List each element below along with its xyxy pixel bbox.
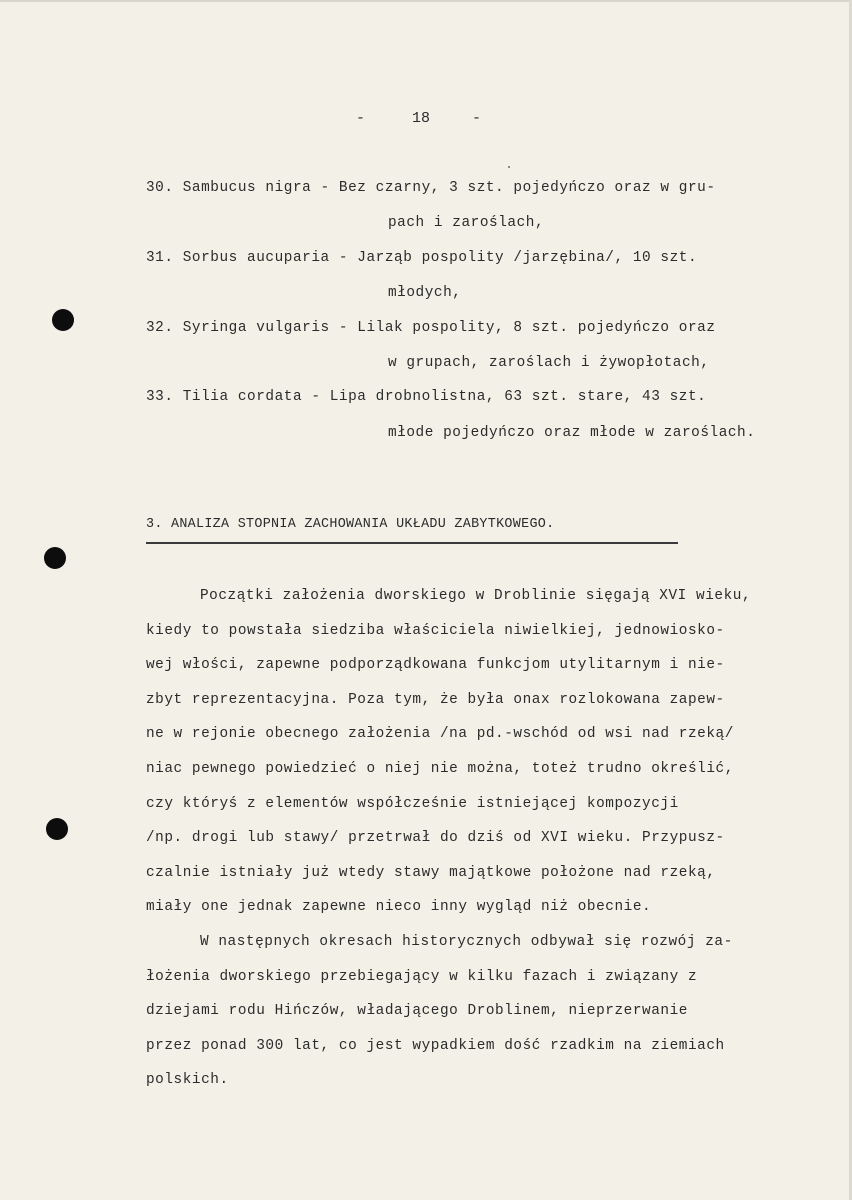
paragraph-1-line-6: niac pewnego powiedzieć o niej nie można, toteż trudno określić,: [146, 761, 734, 777]
species-item-30-cont: pach i zaroślach,: [388, 215, 545, 231]
species-item-32-cont: w grupach, zaroślach i żywopłotach,: [388, 355, 710, 371]
species-item-33-cont: młode pojedyńczo oraz młode w zaroślach.: [388, 425, 756, 441]
punch-hole-1: [52, 309, 74, 331]
paragraph-2-line-2: łożenia dworskiego przebiegający w kilku fazach i związany z: [146, 969, 698, 985]
paragraph-1-line-3: wej włości, zapewne podporządkowana funkcjom utylitarnym i nie-: [146, 657, 725, 673]
paragraph-1-line-2: kiedy to powstała siedziba właściciela niwielkiej, jednowiosko-: [146, 623, 725, 639]
paragraph-1-line-8: /np. drogi lub stawy/ przetrwał do dziś od XVI wieku. Przypusz-: [146, 830, 725, 846]
punch-hole-3: [46, 818, 68, 840]
page-edge-top: [0, 0, 852, 2]
heading-underline: [146, 542, 678, 544]
page-number: 18: [412, 110, 431, 127]
paragraph-1-line-9: czalnie istniały już wtedy stawy majątkowe położone nad rzeką,: [146, 865, 716, 881]
paragraph-2-line-3: dziejami rodu Hińczów, władającego Droblinem, nieprzerwanie: [146, 1003, 688, 1019]
paragraph-1-line-7: czy któryś z elementów współcześnie istniejącej kompozycji: [146, 796, 679, 812]
paragraph-2-line-4: przez ponad 300 lat, co jest wypadkiem dość rzadkim na ziemiach: [146, 1038, 725, 1054]
paragraph-1-line-4: zbyt reprezentacyjna. Poza tym, że była onax rozlokowana zapew-: [146, 692, 725, 708]
paragraph-1-line-10: miały one jednak zapewne nieco inny wygląd niż obecnie.: [146, 899, 652, 915]
paper-speck: [508, 166, 510, 168]
species-item-31-cont: młodych,: [388, 285, 462, 301]
page-number-dash-right: -: [472, 110, 482, 127]
paragraph-2-line-1: W następnych okresach historycznych odbywał się rozwój za-: [200, 934, 733, 950]
page-number-dash-left: -: [356, 110, 366, 127]
species-item-31: 31. Sorbus aucuparia - Jarząb pospolity /jarzębina/, 10 szt.: [146, 250, 698, 266]
paragraph-1-line-5: ne w rejonie obecnego założenia /na pd.-wschód od wsi nad rzeką/: [146, 726, 734, 742]
species-item-32: 32. Syringa vulgaris - Lilak pospolity, 8 szt. pojedyńczo oraz: [146, 320, 716, 336]
paragraph-2-line-5: polskich.: [146, 1072, 229, 1088]
paragraph-1-line-1: Początki założenia dworskiego w Droblinie sięgają XVI wieku,: [200, 588, 752, 604]
section-heading: 3. ANALIZA STOPNIA ZACHOWANIA UKŁADU ZABYTKOWEGO.: [146, 517, 555, 532]
species-item-33: 33. Tilia cordata - Lipa drobnolistna, 63 szt. stare, 43 szt.: [146, 389, 707, 405]
species-item-30: 30. Sambucus nigra - Bez czarny, 3 szt. pojedyńczo oraz w gru-: [146, 180, 716, 196]
punch-hole-2: [44, 547, 66, 569]
